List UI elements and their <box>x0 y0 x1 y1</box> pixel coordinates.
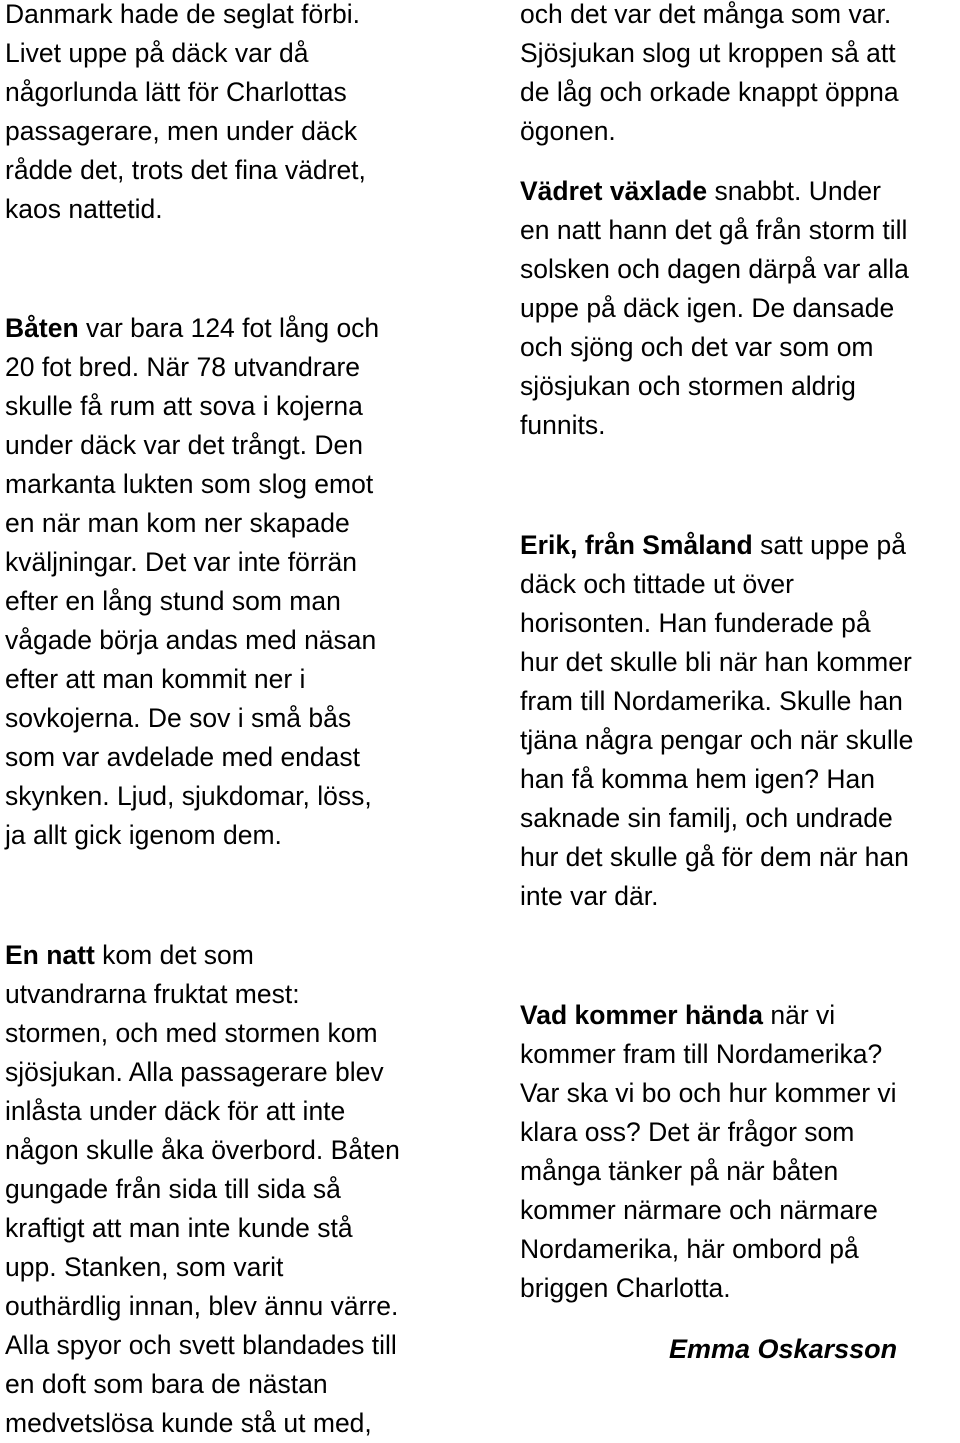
text-line: skulle få rum att sova i kojerna <box>5 391 363 421</box>
text-line: gungade från sida till sida så <box>5 1174 341 1204</box>
paragraph-en-natt <box>5 936 400 1443</box>
paragraph-erik <box>520 526 913 916</box>
text-line: outhärdlig innan, blev ännu värre. <box>5 1291 399 1321</box>
text-line: inlåsta under däck för att inte <box>5 1096 346 1126</box>
text-line: funnits. <box>520 410 606 440</box>
text-line: någorlunda lätt för Charlottas <box>5 77 347 107</box>
text-segment: snabbt. Under <box>707 176 881 206</box>
text-line: efter en lång stund som man <box>5 586 341 616</box>
text-line: kväljningar. Det var inte förrän <box>5 547 358 577</box>
text-line: solsken och dagen därpå var alla <box>520 254 909 284</box>
text-line: inte var där. <box>520 881 659 911</box>
text-line: under däck var det trångt. Den <box>5 430 363 460</box>
text-line: däck och tittade ut över <box>520 569 794 599</box>
text-line: Sjösjukan slog ut kroppen så att <box>520 38 896 68</box>
paragraph-baten <box>5 309 379 855</box>
paragraph-vadret <box>520 172 909 445</box>
paragraph-lead: Båten <box>5 313 79 343</box>
text-line: stormen, och med stormen kom <box>5 1018 378 1048</box>
paragraph-lead: Erik, från Småland <box>520 530 753 560</box>
text-line: och det var det många som var. <box>520 0 892 29</box>
text-line: någon skulle åka överbord. Båten <box>5 1135 400 1165</box>
text-segment: kom det som <box>94 940 254 970</box>
text-line: markanta lukten som slog emot <box>5 469 374 499</box>
text-line: de låg och orkade knappt öppna <box>520 77 899 107</box>
text-line: efter att man kommit ner i <box>5 664 306 694</box>
text-line: tjäna några pengar och när skulle <box>520 725 914 755</box>
paragraph-lead: Vad kommer hända <box>520 1000 764 1030</box>
text-line: som var avdelade med endast <box>5 742 361 772</box>
text-line: Livet uppe på däck var då <box>5 38 309 68</box>
text-line: han få komma hem igen? Han <box>520 764 876 794</box>
paragraph-lead: Vädret växlade <box>520 176 708 206</box>
text-line <box>520 996 897 1035</box>
text-line: ja allt gick igenom dem. <box>5 820 282 850</box>
text-line: horisonten. Han funderade på <box>520 608 871 638</box>
text-line: uppe på däck igen. De dansade <box>520 293 895 323</box>
text-segment: var bara 124 fot lång och <box>78 313 380 343</box>
text-line: sjösjukan. Alla passagerare blev <box>5 1057 384 1087</box>
text-line: sovkojerna. De sov i små bås <box>5 703 352 733</box>
text-line: fram till Nordamerika. Skulle han <box>520 686 903 716</box>
text-line: kommer fram till Nordamerika? <box>520 1039 883 1069</box>
text-line: kommer närmare och närmare <box>520 1195 878 1225</box>
text-line: 20 fot bred. När 78 utvandrare <box>5 352 361 382</box>
text-line: medvetslösa kunde stå ut med, <box>5 1408 372 1438</box>
text-line <box>5 309 379 348</box>
text-line: utvandrarna fruktat mest: <box>5 979 300 1009</box>
text-line: hur det skulle bli när han kommer <box>520 647 912 677</box>
text-line: saknade sin familj, och undrade <box>520 803 893 833</box>
text-line: hur det skulle gå för dem när han <box>520 842 909 872</box>
text-line: sjösjukan och stormen aldrig <box>520 371 856 401</box>
paragraph-continuation <box>520 0 899 151</box>
paragraph-vad-kommer <box>520 996 897 1308</box>
text-segment: när vi <box>763 1000 836 1030</box>
text-line: passagerare, men under däck <box>5 116 358 146</box>
text-line: klara oss? Det är frågor som <box>520 1117 855 1147</box>
text-line: kaos nattetid. <box>5 194 163 224</box>
text-line: och sjöng och det var som om <box>520 332 874 362</box>
text-line: en doft som bara de nästan <box>5 1369 328 1399</box>
text-line <box>520 526 913 565</box>
text-line: kraftigt att man inte kunde stå <box>5 1213 353 1243</box>
text-line: rådde det, trots det fina vädret, <box>5 155 366 185</box>
text-line: en när man kom ner skapade <box>5 508 350 538</box>
paragraph-lead: En natt <box>5 940 95 970</box>
text-line <box>520 172 909 211</box>
author-signature: Emma Oskarsson <box>669 1334 898 1364</box>
text-line <box>5 936 400 975</box>
paragraph-danmark <box>5 0 366 229</box>
text-line: upp. Stanken, som varit <box>5 1252 284 1282</box>
text-line: ögonen. <box>520 116 616 146</box>
text-line: Alla spyor och svett blandades till <box>5 1330 397 1360</box>
text-segment: satt uppe på <box>752 530 906 560</box>
text-line: många tänker på när båten <box>520 1156 839 1186</box>
text-line: Nordamerika, här ombord på <box>520 1234 859 1264</box>
text-line: Danmark hade de seglat förbi. <box>5 0 361 29</box>
text-line: en natt hann det gå från storm till <box>520 215 908 245</box>
text-line: Var ska vi bo och hur kommer vi <box>520 1078 897 1108</box>
text-line: briggen Charlotta. <box>520 1273 731 1303</box>
text-line: skynken. Ljud, sjukdomar, löss, <box>5 781 372 811</box>
text-line: vågade börja andas med näsan <box>5 625 377 655</box>
